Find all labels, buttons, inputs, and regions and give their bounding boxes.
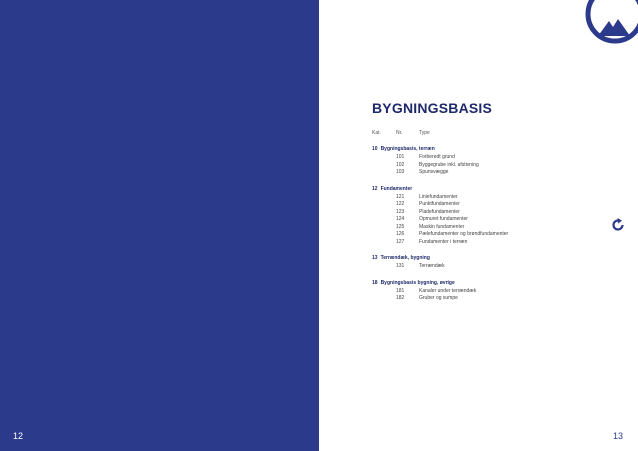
table-row	[372, 154, 592, 162]
group-code: 13	[372, 255, 378, 261]
group-heading	[372, 146, 592, 152]
table-row	[372, 201, 592, 209]
header-kat: Kat.	[372, 130, 381, 136]
item-code: 102	[396, 161, 405, 168]
table-header	[372, 130, 592, 136]
group-heading	[372, 280, 592, 286]
item-code: 121	[396, 193, 405, 200]
group-code: 10	[372, 146, 378, 152]
item-type: Pælefundamenter og brøndfundamenter	[419, 231, 509, 237]
table-row	[372, 295, 592, 303]
header-nr: Nr.	[396, 130, 403, 136]
item-type: Gruber og sumpe	[419, 295, 458, 301]
group-heading	[372, 255, 592, 261]
page-number-right: 13	[612, 431, 623, 441]
table-row	[372, 239, 592, 247]
item-code: 101	[396, 154, 405, 160]
item-code: 124	[396, 216, 405, 222]
item-code: 127	[396, 238, 405, 245]
item-type: Punktfundamenter	[419, 201, 460, 207]
item-type: Pladefundamenter	[419, 208, 460, 215]
group-18	[372, 280, 592, 303]
refresh-arrow-icon[interactable]	[611, 218, 625, 232]
item-type: Kanaler under terrændæk	[419, 287, 477, 294]
table-row	[372, 224, 592, 232]
group-name: Terrændæk, bygning	[380, 255, 430, 261]
header-type: Type	[419, 130, 430, 136]
item-code: 123	[396, 208, 405, 215]
table-row	[372, 288, 592, 296]
group-12	[372, 186, 592, 247]
group-name: Fundamenter	[380, 185, 413, 192]
document-title: BYGNINGSBASIS	[372, 100, 493, 116]
group-code: 12	[372, 185, 378, 192]
item-code: 182	[396, 295, 405, 301]
item-code: 122	[396, 201, 405, 207]
table-row	[372, 162, 592, 170]
item-type: Byggegrube inkl. afstivning	[419, 161, 479, 168]
group-10	[372, 146, 592, 177]
group-name: Bygningsbasis bygning, øvrige	[380, 279, 455, 286]
item-code: 126	[396, 231, 405, 237]
item-code: 181	[396, 287, 405, 294]
page-number-left: 12	[13, 431, 24, 441]
item-type: Fundamenter i terræn	[419, 238, 468, 245]
item-code: 131	[396, 263, 405, 269]
item-code: 103	[396, 169, 405, 175]
table-row	[372, 263, 592, 271]
group-13	[372, 255, 592, 271]
item-type: Terrændæk	[419, 263, 445, 269]
group-code: 18	[372, 279, 378, 286]
mountain-circle-logo-icon	[576, 0, 638, 44]
table-row	[372, 209, 592, 217]
table-row	[372, 216, 592, 224]
table-row	[372, 231, 592, 239]
item-type: Maskin fundamenter	[419, 223, 465, 230]
group-heading	[372, 186, 592, 192]
item-code: 125	[396, 223, 405, 230]
item-type: Forberedt grund	[419, 154, 455, 160]
item-type: Liniefundamenter	[419, 193, 458, 200]
item-type: Spunsvægge	[419, 169, 449, 175]
table-row	[372, 194, 592, 202]
group-name: Bygningsbasis, terræn	[380, 146, 435, 152]
item-type: Opmuret fundamenter	[419, 216, 468, 222]
document-content	[372, 100, 592, 312]
table-row	[372, 169, 592, 177]
